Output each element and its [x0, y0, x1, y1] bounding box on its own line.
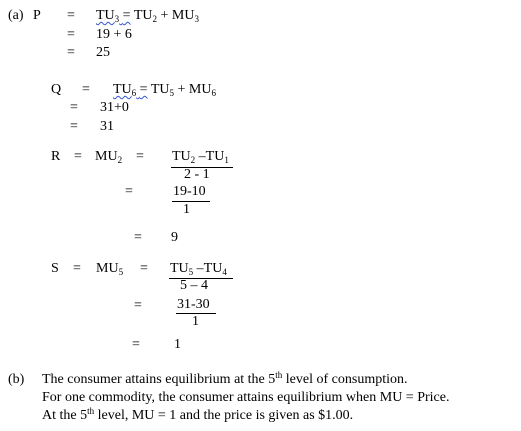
s-fraction2-numerator: 31-30: [177, 297, 210, 312]
r-mu: $MU_2$: [95, 149, 123, 165]
r-fraction1-numerator: $TU_2$ $-TU_1$: [172, 149, 229, 165]
r-variable: R: [51, 149, 61, 164]
p-line1-tu: $TU_3$ =: [96, 8, 131, 24]
p-line3: 25: [96, 45, 110, 60]
s-equals-4: =: [132, 337, 140, 352]
q-line2: 31+0: [100, 100, 129, 115]
s-equals-2: =: [140, 261, 148, 276]
s-equals-3: =: [134, 298, 142, 313]
q-variable: Q: [51, 82, 62, 97]
p-line1: $TU_3 = TU_2 + MU_3$: [96, 8, 199, 24]
q-line1-tu: $TU_6$ =: [113, 82, 148, 98]
s-fraction2-denominator: 1: [192, 314, 199, 329]
r-fraction2-bar: [172, 201, 210, 202]
r-fraction2-numerator: 19-10: [173, 184, 206, 199]
q-equals: =: [82, 82, 90, 97]
q-line3: 31: [100, 119, 114, 134]
p-line2: 19 + 6: [96, 27, 132, 42]
p-equals-2: =: [67, 27, 75, 42]
r-fraction2-denominator: 1: [183, 202, 190, 217]
s-variable: S: [51, 261, 59, 276]
s-mu: $MU_5$: [96, 261, 124, 277]
p-equals: =: [67, 8, 75, 23]
r-result: 9: [171, 230, 178, 245]
q-equals-3: =: [70, 119, 78, 134]
r-equals-4: =: [134, 230, 142, 245]
r-fraction1-denominator: 2 - 1: [184, 167, 210, 182]
q-equals-2: =: [70, 100, 78, 115]
part-b-line1: The consumer attains equilibrium at the 5th level of consumption.: [42, 370, 408, 387]
s-fraction1-denominator: 5 – 4: [180, 278, 208, 293]
p-equals-3: =: [67, 45, 75, 60]
q-line1: $TU_6 = TU_5 + MU_6$: [113, 82, 216, 98]
r-equals: =: [74, 149, 82, 164]
part-a-label: (a): [8, 8, 24, 23]
r-equals-2: =: [136, 149, 144, 164]
r-equals-3: =: [125, 184, 133, 199]
part-b-label: (b): [8, 372, 25, 387]
part-b-line3: At the 5th level, MU = 1 and the price is given as $1.00.: [42, 406, 354, 423]
s-equals: =: [73, 261, 81, 276]
s-result: 1: [174, 337, 181, 352]
p-variable: P: [33, 8, 41, 23]
part-b-line2: For one commodity, the consumer attains equilibrium when MU = Price.: [42, 390, 450, 405]
s-fraction1-numerator: $TU_5$ $-TU_4$: [170, 261, 227, 277]
